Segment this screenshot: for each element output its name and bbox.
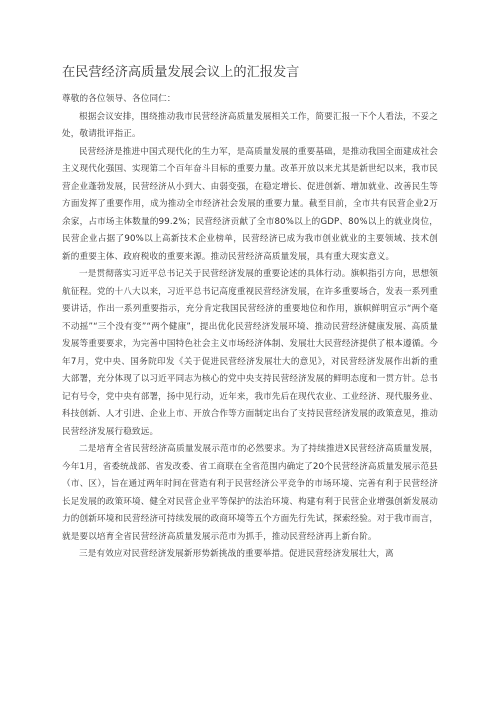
paragraph-background: 民营经济是推进中国式现代化的生力军，是高质量发展的重要基础，是推动我国全面建成社会主义现代化强国、实现第二个百年奋斗目标的重要力量。改革开放以来尤其是新世纪以来，我市民营企业蓬勃发展，民营经济从小到大、由弱变强，在稳定增长、促进创新、增加就业、改善民生等方面发挥了重要作用，成为推动全市经济社会发展的重要力量。截至目前，全市共有民营企业2万余家，占市场主体数量的99.2%；民营经济贡献了全市80%以上的GDP、80%以上的就业岗位，民营企业占据了90%以上高新技术企业榜单，民营经济已成为我市创业就业的主要领域、技术创新的重要主体、政府税收的重要来源。推动民营经济高质量发展，具有重大现实意义。	[62, 146, 438, 262]
paragraph-point-two: 二是培育全省民营经济高质量发展示范市的必然要求。为了持续推进X民营经济高质量发展，今年1月，省委统战部、省发改委、省工商联在全省范围内确定了20个民营经济高质量发展示范县（市、区），旨在通过两年时间在营造有利于民营经济公平竞争的市场环境、完善有利于民营经济长足发展的政策环境、健全对民营企业平等保护的法治环境、构建有利于民营企业增强创新发展动力的创新环境和民营经济可持续发展的政商环境等五个方面先行先试，探索经验。对于我市而言，就是要以培育全省民营经济高质量发展示范市为抓手，推动民营经济再上新台阶。	[62, 444, 438, 542]
paragraph-point-one: 一是贯彻落实习近平总书记关于民营经济发展的重要论述的具体行动。旗帜指引方向，思想领航征程。党的十八大以来，习近平总书记高度重视民营经济发展，在许多重要场合，发表一系列重要讲话，作出一系列重要指示，充分肯定我国民营经济的重要地位和作用，旗帜鲜明宣示“两个毫不动摇”“三个没有变”“两个健康”，提出优化民营经济发展环境、推动民营经济健康发展、高质量发展等重要要求，为完善中国特色社会主义市场经济体制、发展壮大民营经济提供了根本遵循。今年7月，党中央、国务院印发《关于促进民营经济发展壮大的意见》，对民营经济发展作出新的重大部署，充分体现了以习近平同志为核心的党中央支持民营经济发展的鲜明态度和一贯方针。总书记有号令，党中央有部署，扬中见行动，近年来，我市先后在现代农业、工业经济、现代服务业、科技创新、人才引进、企业上市、开放合作等方面制定出台了支持民营经济发展的政策意见，推动民营经济发展行稳致远。	[62, 269, 438, 437]
salutation: 尊敬的各位领导、各位同仁：	[62, 94, 176, 104]
paragraph-point-three: 三是有效应对民营经济发展新形势新挑战的重要举措。促进民营经济发展壮大，离	[79, 549, 394, 559]
document-title: 在民营经济高质量发展会议上的汇报发言	[62, 65, 300, 80]
paragraph-intro: 根据会议安排，围绕推动我市民营经济高质量发展相关工作，简要汇报一下个人看法，不妥之处，敬请批评指正。	[62, 111, 438, 139]
